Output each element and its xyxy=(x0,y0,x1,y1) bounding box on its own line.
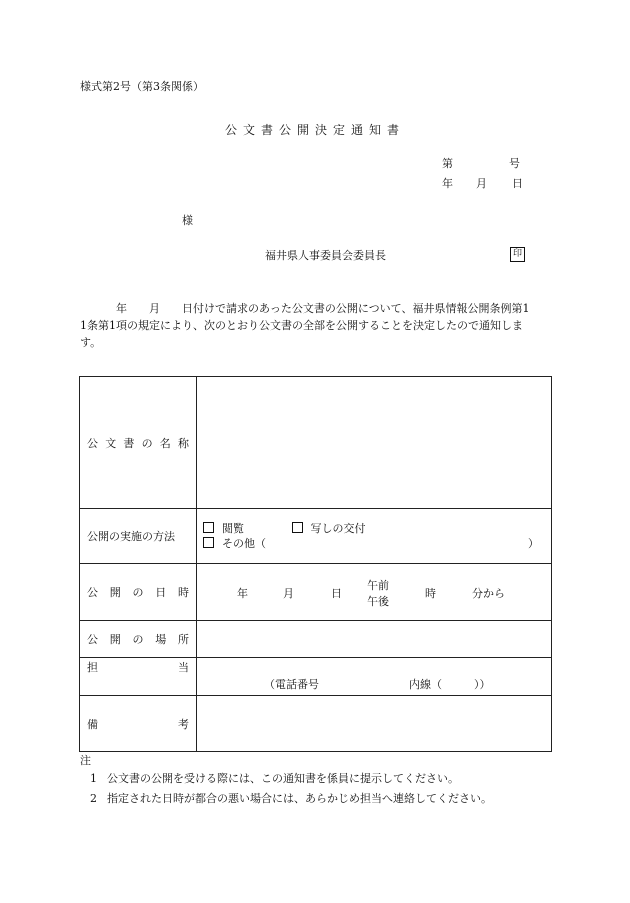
body-line-1: 年 月 日付けで請求のあった公文書の公開について、福井県情報公開条例第1 xyxy=(116,302,530,315)
dt-from: 分から xyxy=(472,586,505,600)
recipient-honorific: 様 xyxy=(182,214,193,227)
dt-month: 月 xyxy=(283,586,294,600)
place-field[interactable] xyxy=(197,621,552,658)
document-name-label: 公 文 書 の 名 称 xyxy=(80,377,197,509)
body-line-3: す。 xyxy=(80,336,102,349)
contact-label: 担 当 xyxy=(80,658,197,696)
checkbox-other[interactable] xyxy=(203,537,214,548)
document-title: 公文書公開決定通知書 xyxy=(224,123,405,137)
dt-hour: 時 xyxy=(425,586,436,600)
sender-name: 福井県人事委員会委員長 xyxy=(265,249,386,262)
remarks-field[interactable] xyxy=(197,696,552,752)
dt-pm: 午後 xyxy=(367,594,389,608)
contact-field xyxy=(197,658,552,696)
tel-extension: 内線（ xyxy=(409,677,442,691)
method-field xyxy=(197,509,552,564)
tel-close: ）） xyxy=(474,677,491,691)
date-month: 月 xyxy=(476,177,487,190)
method-label: 公開の実施の方法 xyxy=(80,509,197,564)
dt-day: 日 xyxy=(331,586,342,600)
datetime-label: 公 開 の 日 時 xyxy=(80,564,197,621)
dt-year: 年 xyxy=(237,586,248,600)
note-item-2: 2 指定された日時が都合の悪い場合には、あらかじめ担当へ連絡してください。 xyxy=(90,792,492,805)
date-year: 年 xyxy=(442,177,453,190)
disclosure-table xyxy=(79,376,552,752)
checkbox-viewing[interactable] xyxy=(203,522,214,533)
dt-am: 午前 xyxy=(367,578,389,592)
date-day: 日 xyxy=(512,177,523,190)
option-copy: 写しの交付 xyxy=(310,522,366,535)
tel-prefix: （電話番号 xyxy=(264,677,319,691)
notes-heading: 注 xyxy=(80,754,91,767)
place-label: 公 開 の 場 所 xyxy=(80,621,197,658)
datetime-field xyxy=(197,564,552,621)
document-name-field[interactable] xyxy=(197,377,552,509)
remarks-label: 備 考 xyxy=(80,696,197,752)
form-number: 様式第2号（第3条関係） xyxy=(80,80,204,93)
doc-number-dai: 第 xyxy=(442,157,453,170)
notice-body xyxy=(80,300,552,351)
doc-number-go: 号 xyxy=(509,157,520,170)
note-item-1: 1 公文書の公開を受ける際には、この通知書を係員に提示してください。 xyxy=(90,772,459,785)
option-viewing: 閲覧 xyxy=(222,522,244,535)
seal-mark: 印 xyxy=(510,247,525,262)
option-other: その他（ xyxy=(222,537,266,550)
body-line-2: 1条第1項の規定により、次のとおり公文書の全部を公開することを決定したので通知しま xyxy=(80,319,523,332)
option-other-close: ） xyxy=(528,537,539,550)
checkbox-copy[interactable] xyxy=(292,522,303,533)
